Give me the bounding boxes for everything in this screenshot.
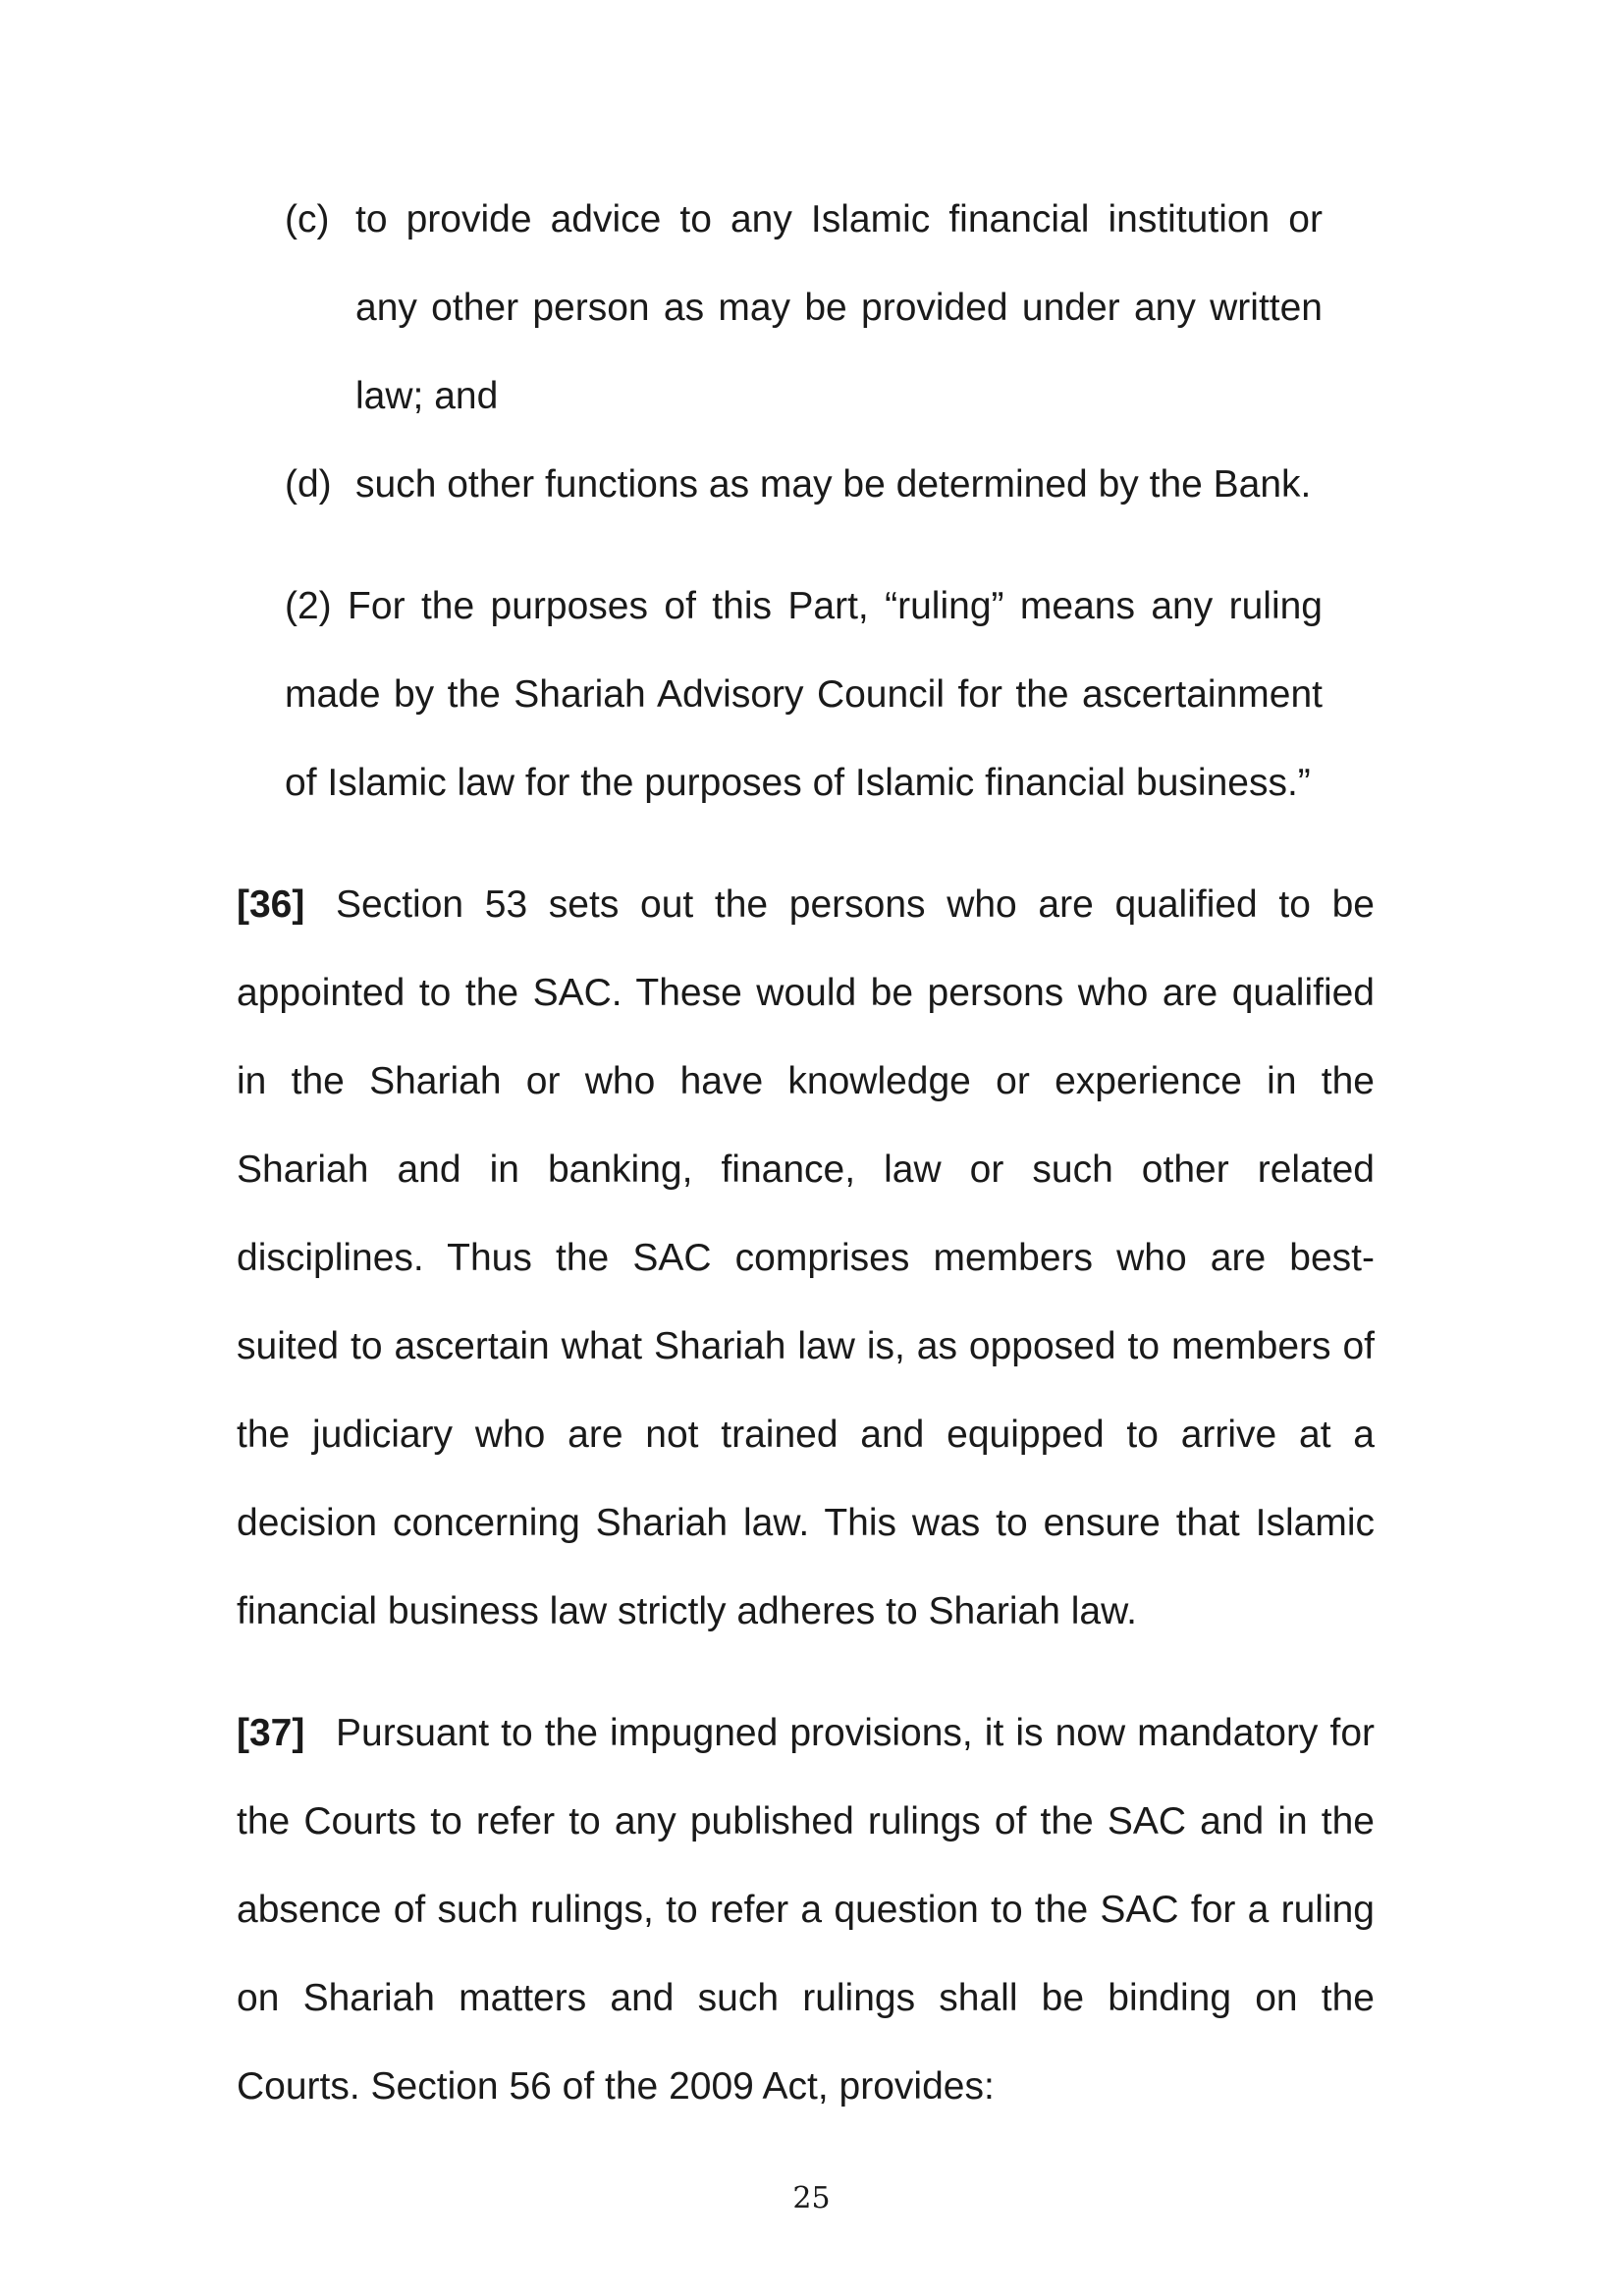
subsection-2-line-1: (2) For the purposes of this Part, “ruling” means any ruling [285,585,1323,627]
item-c-line-1: to provide advice to any Islamic financial institution or [355,198,1323,240]
item-c-label: (c) [285,198,330,240]
subsection-2-line-2: made by the Shariah Advisory Council for the ascertainment [285,673,1323,716]
paragraph-37-line-1: Pursuant to the impugned provisions, it is now mandatory for [336,1712,1375,1754]
paragraph-36-line-9: financial business law strictly adheres to Shariah law. [237,1590,1137,1632]
paragraph-36-line-4: Shariah and in banking, finance, law or such other related [237,1148,1375,1191]
item-d-line-1: such other functions as may be determined by the Bank. [355,463,1312,506]
subsection-2-line-3: of Islamic law for the purposes of Islamic financial business.” [285,762,1311,804]
item-c-line-2: any other person as may be provided under any written [355,287,1323,329]
paragraph-37-line-3: absence of such rulings, to refer a question to the SAC for a ruling [237,1889,1375,1931]
paragraph-37-line-2: the Courts to refer to any published rulings of the SAC and in the [237,1800,1375,1842]
item-d-label: (d) [285,463,332,506]
paragraph-36-number: [36] [237,883,305,926]
paragraph-36-line-1: Section 53 sets out the persons who are qualified to be [336,883,1375,926]
paragraph-36-line-2: appointed to the SAC. These would be persons who are qualified [237,972,1375,1014]
paragraph-37-number: [37] [237,1712,305,1754]
paragraph-36-line-6: suited to ascertain what Shariah law is, as opposed to members of [237,1325,1375,1367]
paragraph-36-line-7: the judiciary who are not trained and equipped to arrive at a [237,1414,1375,1456]
page-number: 25 [792,2181,831,2216]
paragraph-37-line-4: on Shariah matters and such rulings shall be binding on the [237,1977,1375,2019]
paragraph-36-line-3: in the Shariah or who have knowledge or experience in the [237,1060,1375,1102]
item-c-line-3: law; and [355,375,499,417]
paragraph-36-line-5: disciplines. Thus the SAC comprises members who are best- [237,1237,1375,1279]
paragraph-37-line-5: Courts. Section 56 of the 2009 Act, provides: [237,2065,995,2108]
paragraph-36-line-8: decision concerning Shariah law. This was to ensure that Islamic [237,1502,1375,1544]
